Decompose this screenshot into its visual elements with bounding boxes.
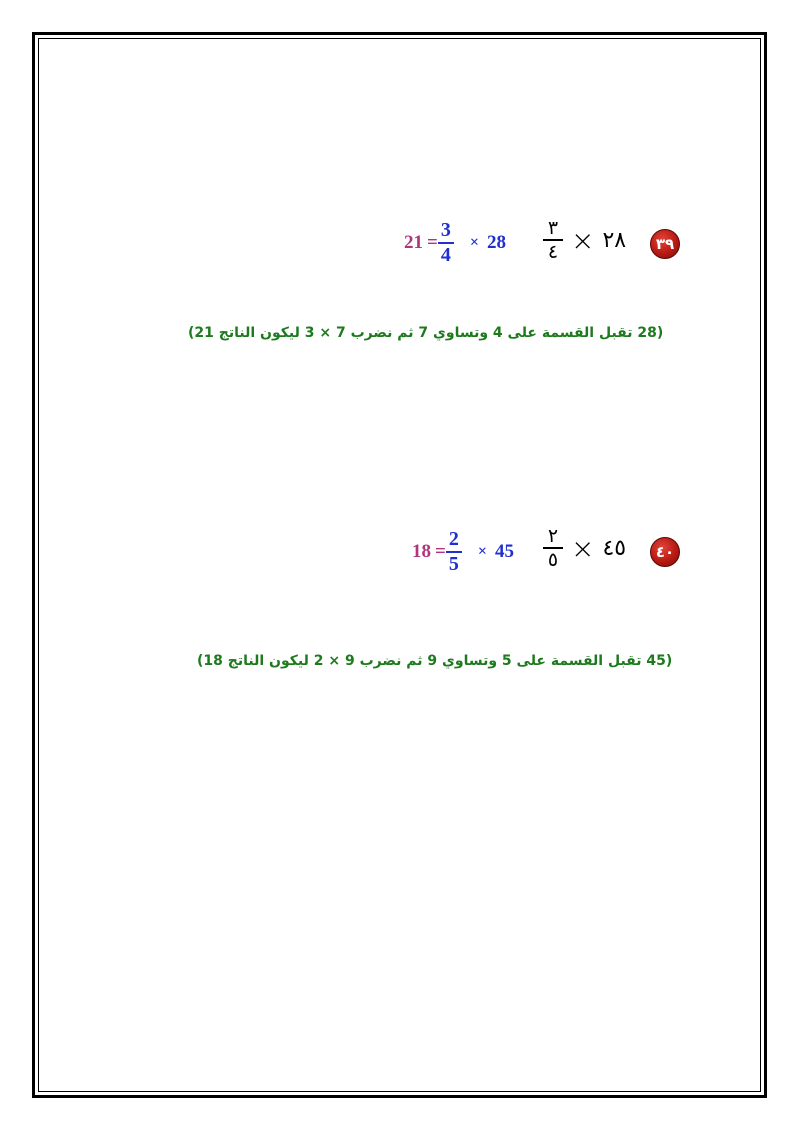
equals-sign: = [427,232,438,253]
arabic-numerator: ٣ [547,217,559,239]
problem-number-badge: ٣٩ [650,229,680,259]
times-sign: × [469,234,479,251]
times-sign: × [477,543,487,560]
arabic-denominator: ٤ [547,241,559,263]
arabic-denominator: ٥ [547,549,559,571]
arabic-fraction [543,218,563,262]
latin-fraction [446,529,462,575]
latin-denominator: 5 [448,553,459,575]
latin-denominator: 4 [440,244,451,266]
arabic-expression [543,526,626,570]
times-sign: × [571,223,595,257]
arabic-expression [543,218,626,262]
explanation-text: (28 تقبل القسمة على 4 وتساوي 7 ثم نضرب 7 × 3 ليكون الناتج 21) [188,325,664,341]
arabic-multiplier: ٤٥ [602,535,627,561]
latin-numerator: 2 [448,528,459,550]
latin-fraction [438,220,454,266]
explanation-text: (45 تقبل القسمة على 5 وتساوي 9 ثم نضرب 9 × 2 ليكون الناتج 18) [197,653,673,669]
latin-numerator: 3 [440,219,451,241]
arabic-fraction [543,526,563,570]
latin-expression [412,529,514,575]
latin-expression [404,220,506,266]
latin-multiplier: 45 [494,541,514,562]
problem-number-badge: ٤٠ [650,537,680,567]
result-value: 18 [412,541,431,562]
arabic-multiplier: ٢٨ [602,227,627,253]
latin-multiplier: 28 [486,232,506,253]
times-sign: × [571,531,595,565]
equals-sign: = [435,541,446,562]
result-value: 21 [404,232,423,253]
page-border-inner [38,38,761,1092]
arabic-numerator: ٢ [547,525,559,547]
